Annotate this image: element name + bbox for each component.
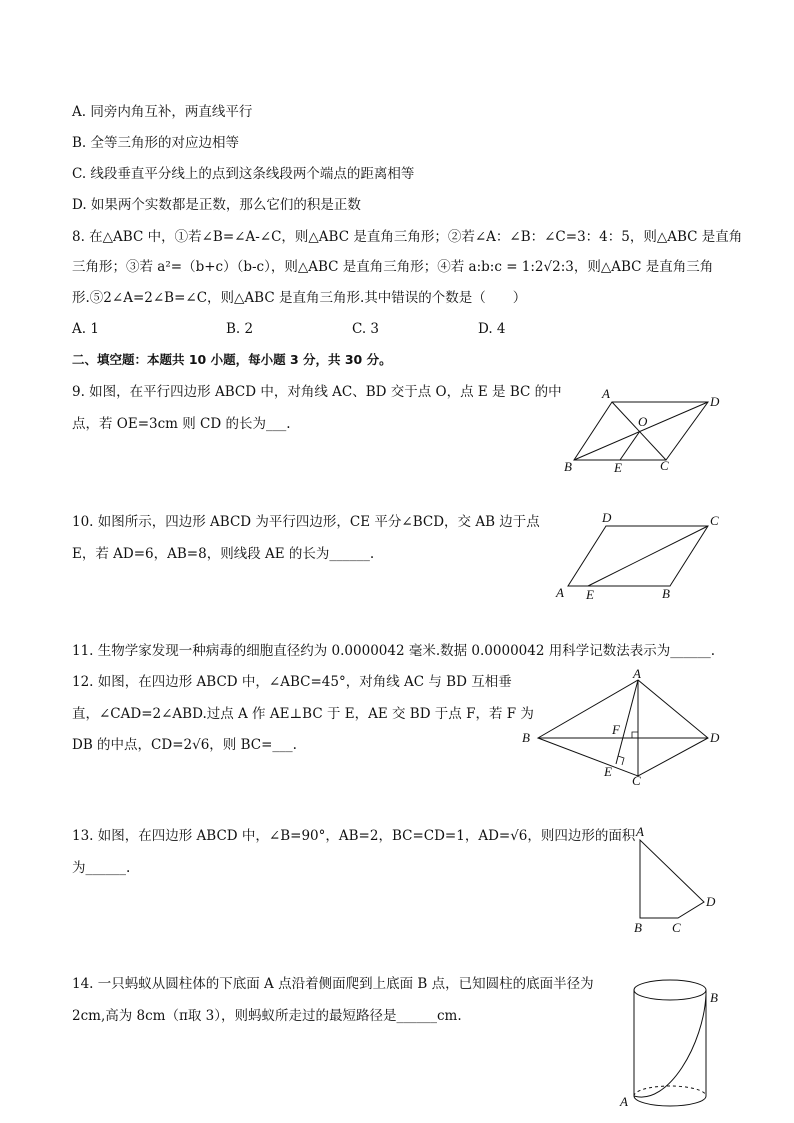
q13-line-1: 13. 如图，在四边形 ABCD 中，∠B=90°，AB=2，BC=CD=1，AD=√6，则四边形的面积 xyxy=(72,828,636,844)
section-heading: 二、填空题：本题共 10 小题，每小题 3 分，共 30 分。 xyxy=(72,352,392,367)
q7-option-c: C. 线段垂直平分线上的点到这条线段两个端点的距离相等 xyxy=(72,166,415,182)
q9-label-a: A xyxy=(602,386,610,401)
q7-option-d: D. 如果两个实数都是正数，那么它们的积是正数 xyxy=(72,197,361,213)
q12-line-1: 12. 如图，在四边形 ABCD 中，∠ABC=45°，对角线 AC 与 BD 互相垂 xyxy=(72,674,512,690)
q14-line-1: 14. 一只蚂蚁从圆柱体的下底面 A 点沿着侧面爬到上底面 B 点，已知圆柱的底面半径为 xyxy=(72,976,594,992)
q12-label-f: F xyxy=(612,722,620,737)
q13-label-c: C xyxy=(672,920,681,935)
q9-parallelogram-figure xyxy=(560,384,730,476)
q13-label-b: B xyxy=(634,920,642,935)
q7-option-b: B. 全等三角形的对应边相等 xyxy=(72,135,240,151)
q10-parallelogram-figure xyxy=(548,508,728,604)
q9-label-e: E xyxy=(614,460,622,475)
q10-label-b: B xyxy=(662,586,670,601)
q12-quadrilateral-figure xyxy=(514,668,728,790)
q9-line-2: 点，若 OE=3cm 则 CD 的长为___. xyxy=(72,416,291,432)
q10-label-a: A xyxy=(556,585,564,600)
q10-label-c: C xyxy=(710,513,719,528)
q12-label-e: E xyxy=(604,764,612,779)
q13-label-a: A xyxy=(636,824,644,839)
q12-label-d: D xyxy=(710,730,720,745)
q9-line-1: 9. 如图，在平行四边形 ABCD 中，对角线 AC、BD 交于点 O，点 E 是 BC 的中 xyxy=(72,384,562,400)
q8-line-1: 8. 在△ABC 中，①若∠B=∠A-∠C，则△ABC 是直角三角形；②若∠A：∠B：∠C=3：4：5，则△ABC 是直角 xyxy=(72,229,743,245)
q9-label-o: O xyxy=(638,414,648,429)
q8-option-b: B. 2 xyxy=(226,321,254,337)
q10-label-e: E xyxy=(586,587,594,602)
q8-option-a: A. 1 xyxy=(72,321,99,337)
q10-label-d: D xyxy=(602,510,612,525)
q12-label-c: C xyxy=(632,773,641,788)
q9-label-b: B xyxy=(564,459,572,474)
q8-line-3: 形.⑤2∠A=2∠B=∠C，则△ABC 是直角三角形.其中错误的个数是（ ） xyxy=(72,290,527,306)
q14-label-a: A xyxy=(620,1094,628,1109)
q12-label-b: B xyxy=(522,730,530,745)
q8-option-d: D. 4 xyxy=(478,321,506,337)
q14-label-b: B xyxy=(710,990,718,1005)
q11-line-1: 11. 生物学家发现一种病毒的细胞直径约为 0.0000042 毫米.数据 0.0000042 用科学记数法表示为______. xyxy=(72,643,716,659)
q14-line-2: 2cm,高为 8cm（π取 3），则蚂蚁所走过的最短路径是______cm. xyxy=(72,1008,462,1024)
q13-quadrilateral-figure xyxy=(628,822,728,938)
q12-line-3: DB 的中点，CD=2√6，则 BC=___. xyxy=(72,737,297,753)
q14-cylinder-figure xyxy=(618,974,730,1118)
q8-line-2: 三角形；③若 a²=（b+c）（b-c），则△ABC 是直角三角形；④若 a:b:c = 1:2√2:3，则△ABC 是直角三角 xyxy=(72,259,714,275)
q10-line-1: 10. 如图所示，四边形 ABCD 为平行四边形，CE 平分∠BCD，交 AB 边于点 xyxy=(72,514,540,530)
q13-label-d: D xyxy=(706,894,716,909)
q8-option-c: C. 3 xyxy=(352,321,380,337)
q9-label-d: D xyxy=(710,394,720,409)
q12-line-2: 直，∠CAD=2∠ABD.过点 A 作 AE⊥BC 于 E，AE 交 BD 于点 F，若 F 为 xyxy=(72,706,534,722)
q10-line-2: E，若 AD=6，AB=8，则线段 AE 的长为______. xyxy=(72,546,375,562)
q7-option-a: A. 同旁内角互补，两直线平行 xyxy=(72,104,253,120)
q9-label-c: C xyxy=(660,458,669,473)
q12-label-a: A xyxy=(633,668,641,681)
q13-line-2: 为______. xyxy=(72,860,131,876)
